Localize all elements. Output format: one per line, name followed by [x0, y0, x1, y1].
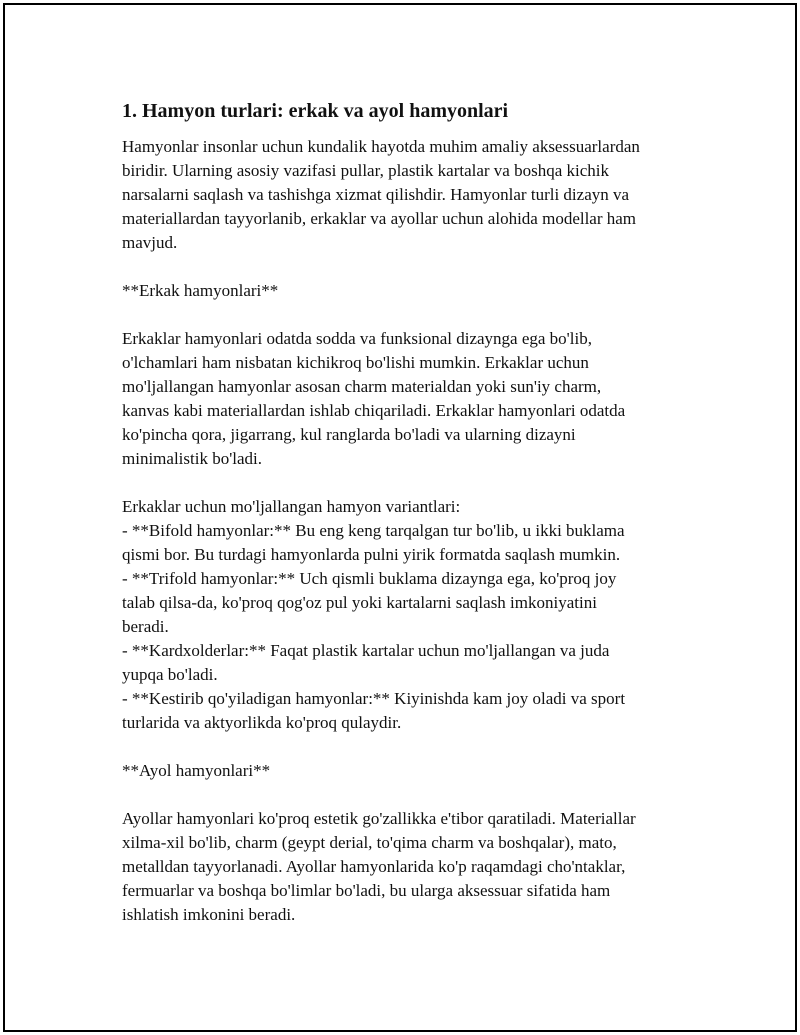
page-frame [3, 3, 797, 1032]
document-content [122, 97, 692, 927]
document-body: Hamyonlar insonlar uchun kundalik hayotda muhim amaliy aksessuarlardan biridir. Ularning asosiy vazifasi pullar, plastik kartalar va boshqa kichik narsalarni saqlash va tashishga xizmat qilishdir. Hamyonlar turli dizayn va materiallardan tayyorlanib, erkaklar va ayollar uchun alohida modellar ham mavjud. **Erkak hamyonlari** Erkaklar hamyonlari odatda sodda va funksional dizaynga ega bo'lib, o'lchamlari ham nisbatan kichikroq bo'lishi mumkin. Erkaklar uchun mo'ljallangan hamyonlar asosan charm materialdan yoki sun'iy charm, kanvas kabi materiallardan ishlab chiqariladi. Erkaklar hamyonlari odatda ko'pincha qora, jigarrang, kul ranglarda bo'ladi va ularning dizayni minimalistik bo'ladi. Erkaklar uchun mo'ljallangan hamyon variantlari: - **Bifold hamyonlar:** Bu eng keng tarqalgan tur bo'lib, u ikki buklama qismi bor. Bu turdagi hamyonlarda pulni yirik formatda saqlash mumkin. - **Trifold hamyonlar:** Uch qismli buklama dizaynga ega, ko'proq joy talab qilsa-da, ko'proq qog'oz pul yoki kartalarni saqlash imkoniyatini beradi. - **Kardxolderlar:** Faqat plastik kartalar uchun mo'ljallangan va juda yupqa bo'ladi. - **Kestirib qo'yiladigan hamyonlar:** Kiyinishda kam joy oladi va sport turlarida va aktyorlikda ko'proq qulaydir. **Ayol hamyonlari** Ayollar hamyonlari ko'proq estetik go'zallikka e'tibor qaratiladi. Materiallar xilma-xil bo'lib, charm (geypt derial, to'qima charm va boshqalar), mato, metalldan tayyorlanadi. Ayollar hamyonlarida ko'p raqamdagi cho'ntaklar, fermuarlar va boshqa bo'limlar bo'ladi, bu ularga aksessuar sifatida ham ishlatish imkonini beradi. [122, 137, 640, 924]
document-title: 1. Hamyon turlari: erkak va ayol hamyonlari [122, 100, 509, 122]
